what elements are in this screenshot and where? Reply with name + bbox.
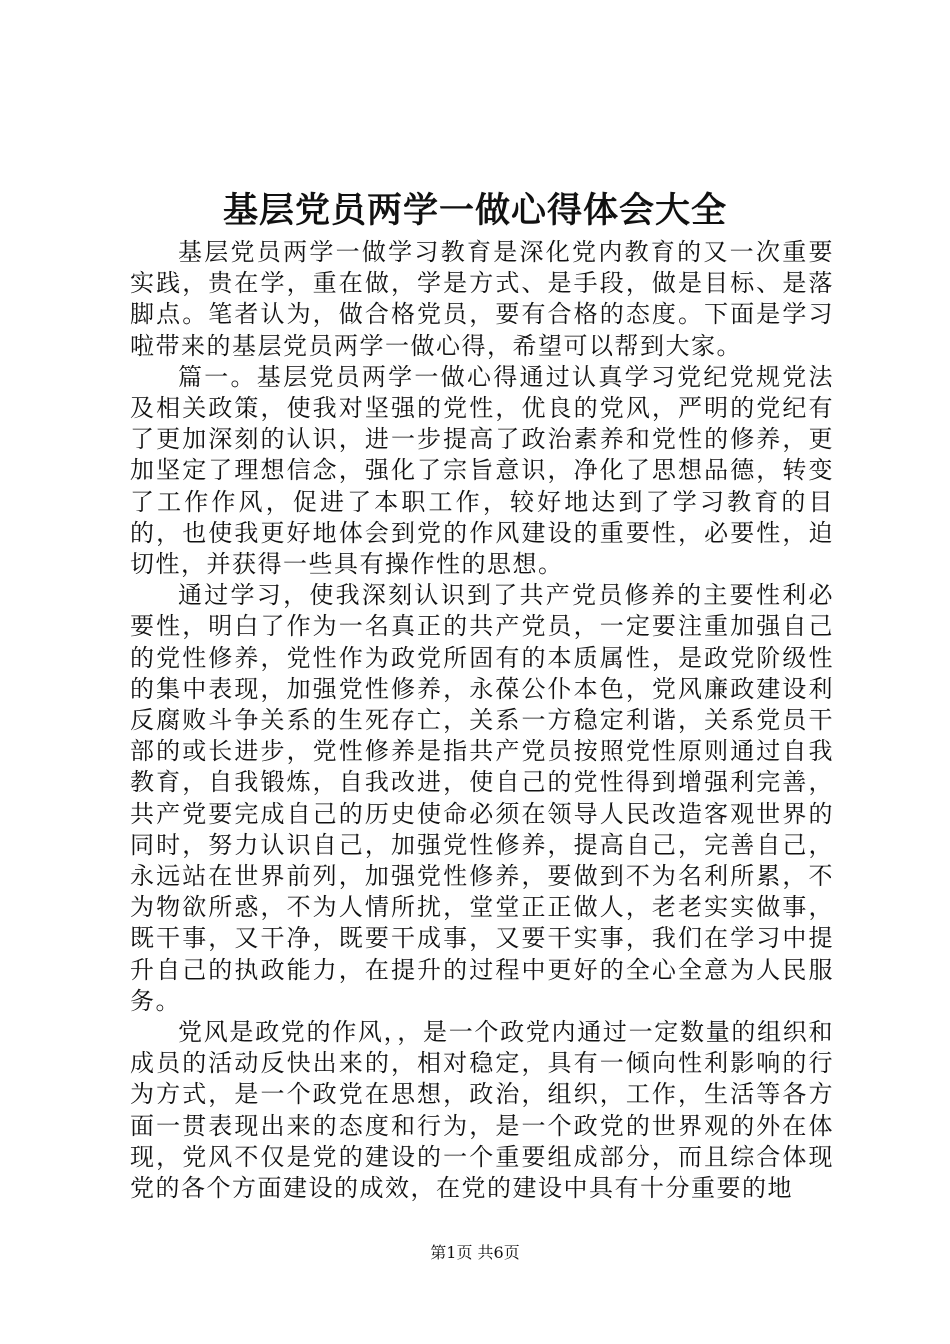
page-number-footer: 第1页 共6页	[430, 1243, 520, 1262]
document-title: 基层党员两学一做心得体会大全	[222, 190, 727, 231]
paragraph-party-style: 党风是政党的作风，，是一个政党内通过一定数量的组织和成员的活动反快出来的，相对稳定，具有一倾向性利影响的行为方式，是一个政党在思想，政治，组织，工作，生活等各方面一贯表现出来的态度和行为，是一个政党的世界观的外在体现，党风不仅是党的建设的一个重要组成部分，而且综合体现党的各个方面建设的成效，在党的建设中具有十分重要的地	[130, 1018, 834, 1203]
document-body	[130, 237, 834, 1204]
paragraph-part-one: 篇一。基层党员两学一做心得通过认真学习党纪党规党法及相关政策，使我对坚强的党性，优良的党风，严明的党纪有了更加深刻的认识，进一步提高了政治素养和党性的修养，更加坚定了理想信念，强化了宗旨意识，净化了思想品德，转变了工作作风，促进了本职工作，较好地达到了学习教育的目的，也使我更好地体会到党的作风建设的重要性，必要性，迫切性，并获得一些具有操作性的思想。	[130, 362, 834, 579]
paragraph-intro: 基层党员两学一做学习教育是深化党内教育的又一次重要实践，贵在学，重在做，学是方式、是手段，做是目标、是落脚点。笔者认为，做合格党员，要有合格的态度。下面是学习啦带来的基层党员两学一做心得，希望可以帮到大家。	[130, 238, 834, 360]
paragraph-party-spirit: 通过学习，使我深刻认识到了共产党员修养的主要性利必要性，明白了作为一名真正的共产党员，一定要注重加强自己的党性修养，党性作为政党所固有的本质属性，是政党阶级性的集中表现，加强党性修养，永葆公仆本色，党风廉政建设利反腐败斗争关系的生死存亡，关系一方稳定利谐，关系党员干部的或长进步，党性修养是指共产党员按照党性原则通过自我教育，自我锻炼，自我改进，使自己的党性得到增强利完善，共产党要完成自己的历史使命必须在领导人民改造客观世界的同时，努力认识自己，加强党性修养，提高自己，完善自己，永远站在世界前列，加强党性修养，要做到不为名利所累，不为物欲所惑，不为人情所扰，堂堂正正做人，老老实实做事，既干事，又干净，既要干成事，又要干实事，我们在学习中提升自己的执政能力，在提升的过程中更好的全心全意为人民服务。	[130, 581, 834, 1015]
